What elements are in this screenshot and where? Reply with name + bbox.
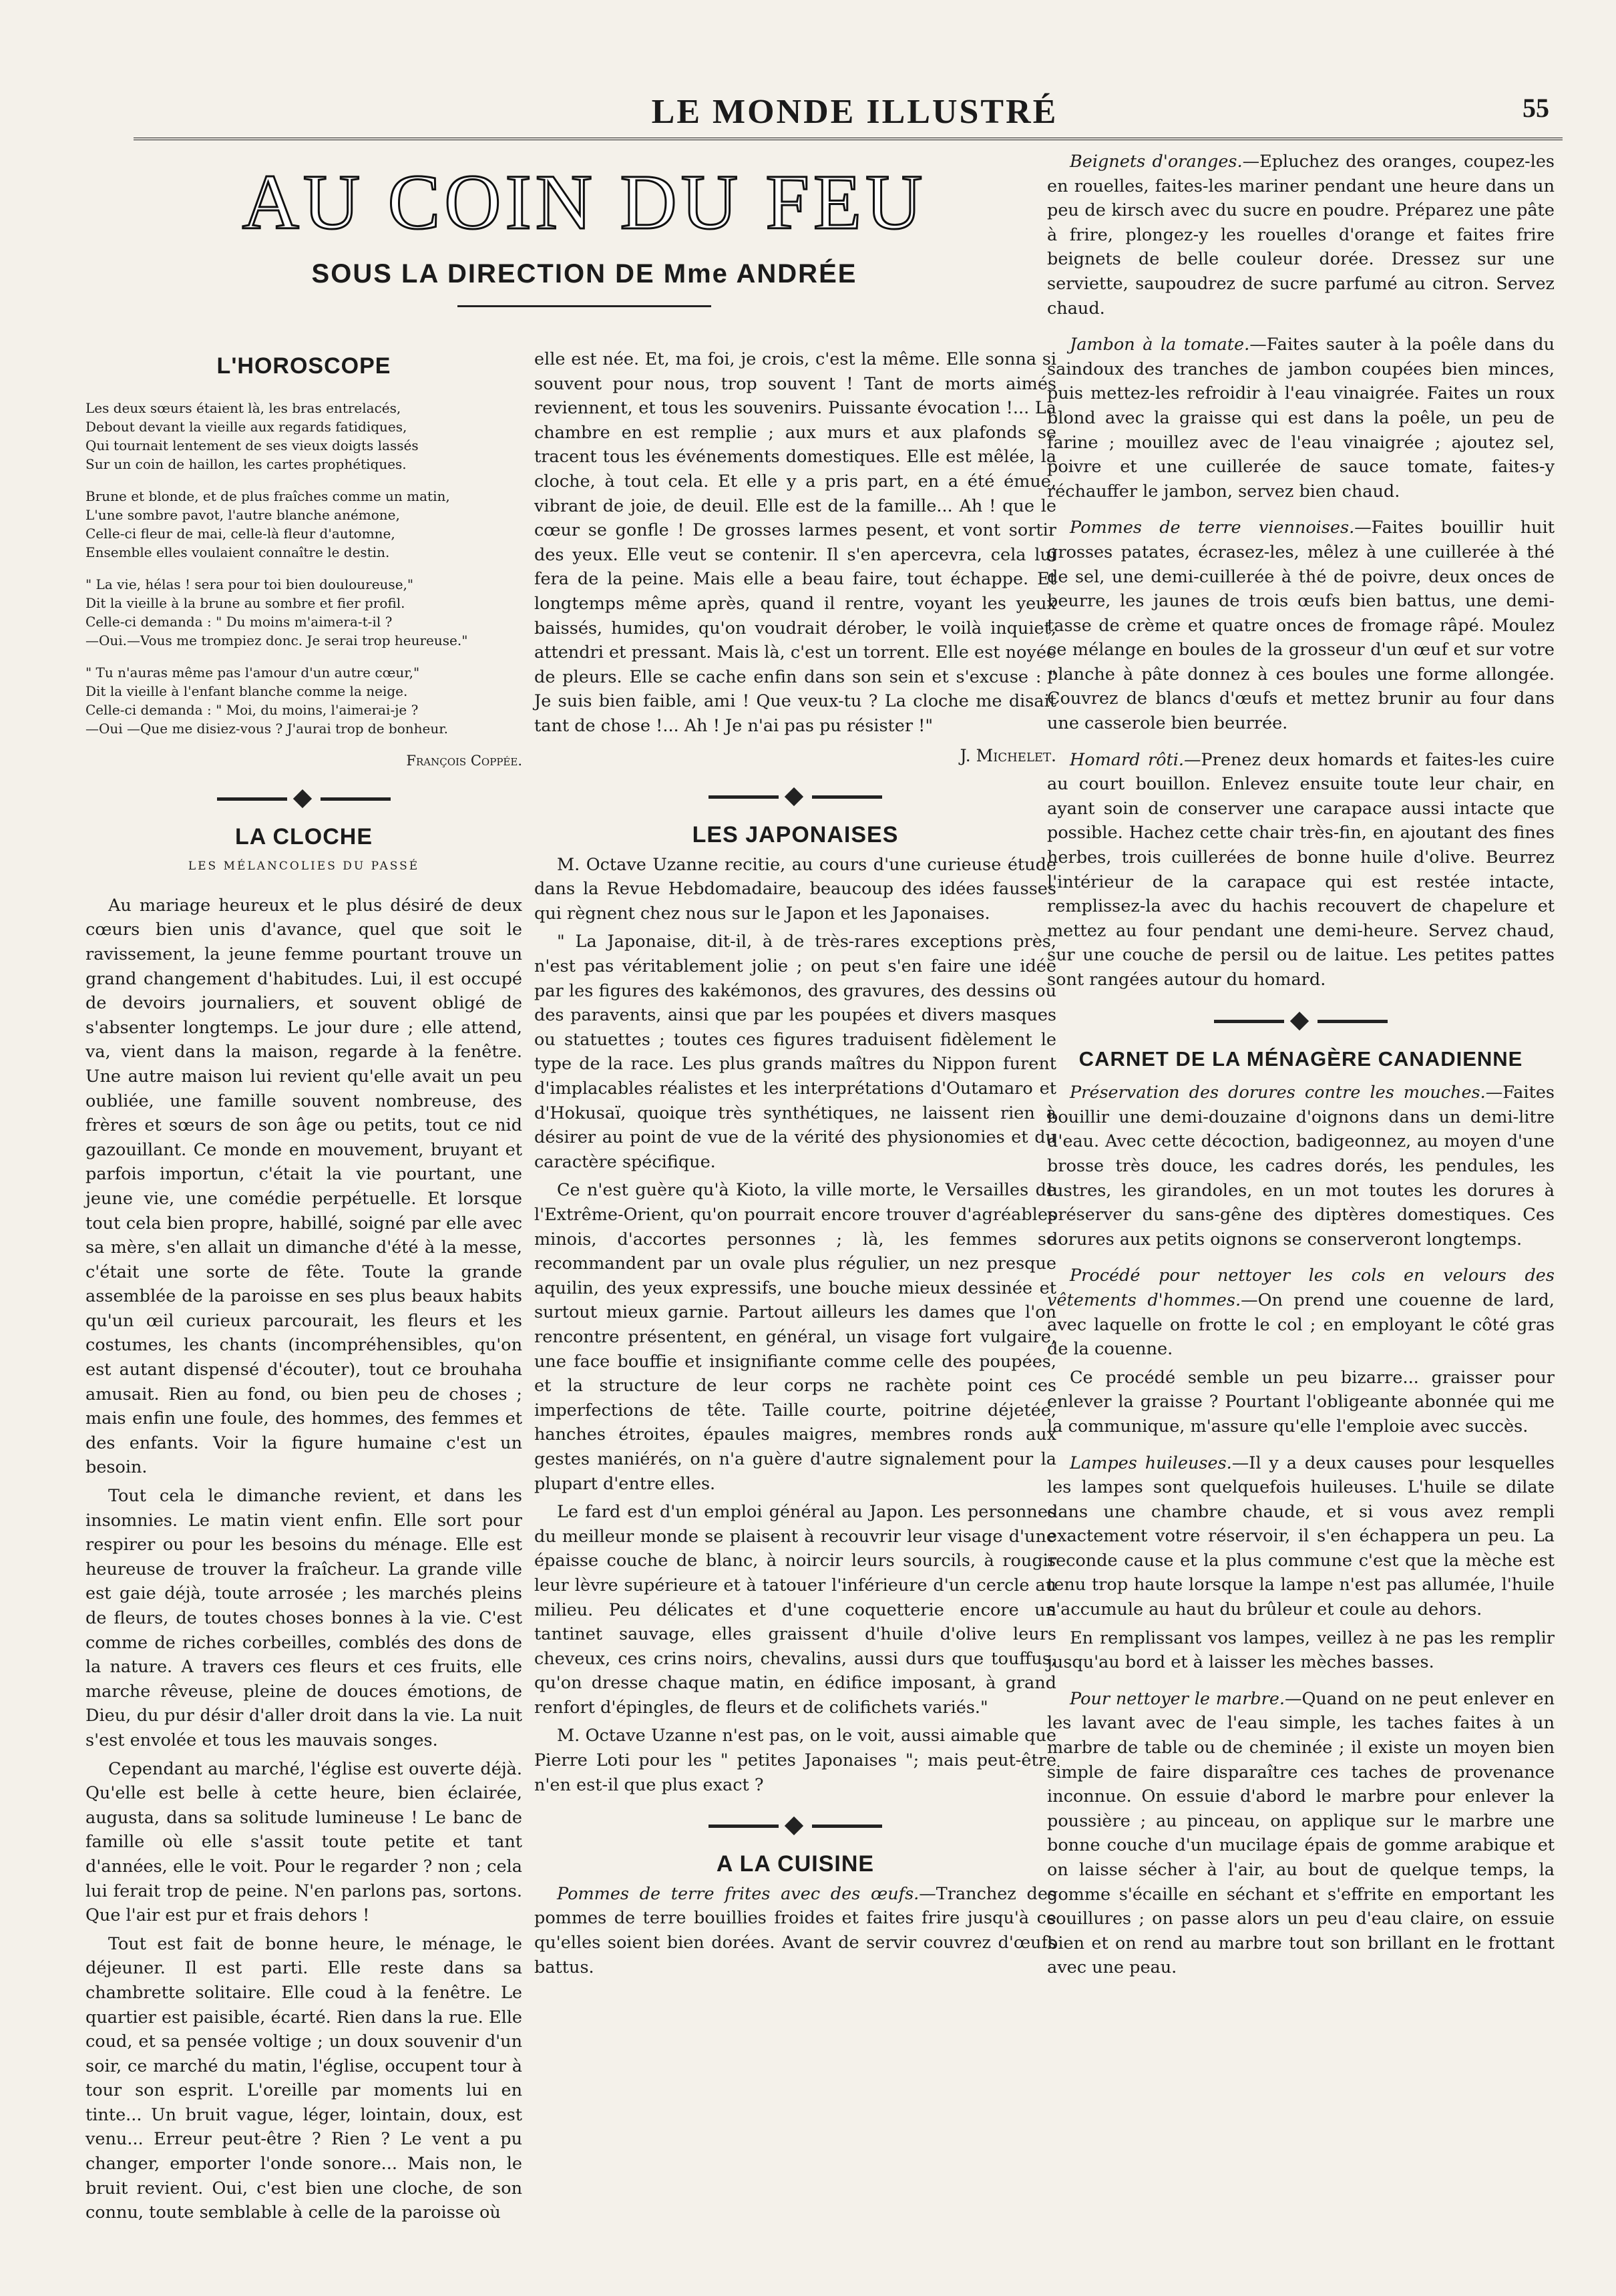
recipe-text: —Prenez deux homards et faites-les cuire au court bouillon. Enlevez ensuite toute leur chair, en ayant soin de conserver une carapace aussi intacte que possible. Hachez cette chair très-fin, en ajoutant des fines herbes, trois cuillerées de bonne huile d'olive. Beurrez l'intérieur de la carapace qui est restée intacte, remplissez-la avec du hachis recouvert de chapelure et mettez au four pendant une demi-heure. Servez chaud, sur une couche de persil ou de laitue. Les petites pattes sont rangées autour du homard.: [1047, 749, 1555, 990]
article-paragraph: Tout cela le dimanche revient, et dans les insomnies. Le matin vient enfin. Elle sort pour respirer ou pour les besoins du ménage. Elle est heureuse de trouver la fraîcheur. La grande ville est gaie déjà, toute arrosée ; les marchés pleins de fleurs, de toutes choses bonnes à la vie. C'est comme de riches corbeilles, comblés des dons de la nature. A travers ces fleurs et ces fruits, elle marche rêveuse, pleine de douces émotions, de Dieu, du pur désir d'aller droit dans la vie. La nuit s'est envolée et tous les mauvais songes.: [85, 1486, 522, 1750]
poem-signature: François Coppée.: [406, 752, 522, 769]
cloche-heading: LA CLOCHE: [234, 823, 373, 849]
carnet-heading: CARNET DE LA MÉNAGÈRE CANADIENNE: [1078, 1046, 1523, 1071]
masthead-title: LE MONDE ILLUSTRÉ: [651, 93, 1058, 131]
recipe-item: [1047, 150, 1555, 321]
article-paragraph: Le fard est d'un emploi général au Japon. Les personnes du meilleur monde se plaisent à recouvrir leur visage d'une épaisse couche de blanc, à noircir leurs sourcils, à rougir leur lèvre supérieure et à tatouer l'inférieure d'un cercle au milieu. Peu délicates et d'une coquetterie encore un tantinet sauvage, elles graissent d'huile d'olive leurs cheveux, ces crins noirs, chevalins, aussi durs que touffus, qu'on dresse chaque matin, en édifice imposant, à grand renfort d'épingles, de fleurs et de colifichets variés.": [534, 1502, 1056, 1718]
recipe-name: Jambon à la tomate.: [1070, 335, 1250, 355]
ornament-divider: [709, 787, 882, 807]
article-signature: J. Michelet.: [960, 745, 1056, 765]
tip-item: [1047, 1366, 1555, 1439]
recipe-text: —Epluchez des oranges, coupez-les en rouelles, faites-les mariner pendant une heure dans un peu de kirsch avec du sucre en poudre. Préparez une pâte à frire, plongez-y les rouelles d'orange et faites frire beignets de belle couleur dorée. Dressez sur une serviette, saupoudrez de sucre parfumé au citron. Servez chaud.: [1047, 152, 1555, 319]
poem-line: —Oui.—Vous me trompiez donc. Je serai trop heureuse.": [85, 632, 468, 648]
tip-name: Procédé pour nettoyer les cols en velours des vêtements d'hommes.: [1047, 1266, 1555, 1310]
poem-line: Les deux sœurs étaient là, les bras entrelacés,: [85, 399, 401, 416]
poem-stanza: [85, 663, 522, 738]
poem-line: " Tu n'auras même pas l'amour d'un autre cœur,": [85, 664, 420, 681]
poem-stanza: [85, 399, 522, 473]
ornament-divider: [709, 1816, 882, 1836]
poem-line: " La vie, hélas ! sera pour toi bien douloureuse,": [85, 576, 414, 592]
article-paragraph: Au mariage heureux et le plus désiré de deux cœurs bien unis d'avance, quel que soit le ravissement, la jeune femme pourtant trouve un grand changement d'habitudes. Lui, il est occupé de devoirs journaliers, et souvent obligé de s'absenter longtemps. Le jour dure ; elle attend, va, vient dans la maison, regarde à la fenêtre. Une autre maison lui revient qu'elle avait un peu oubliée, une famille souvent nombreuse, des frères et sœurs de son âge ou petits, tout ce nid gazouillant. Ce monde en mouvement, bruyant et parfois importun, c'était la vie pourtant, une jeune vie, une comédie perpétuelle. Et lorsque tout cela bien propre, habillé, soigné par elle avec sa mère, s'en allait un dimanche d'été à la messe, c'était une sorte de fête. Toute la grande assemblée de la paroisse en ses plus beaux habits qu'un œil curieux parcourait, les fleurs et les costumes, les chants (incompréhensibles, qu'on est autant dispensé d'écouter), tout ce brouhaha amusait. Rien au fond, ou bien peu de choses ; mais enfin une foule, des hommes, des femmes et des enfants. Voir la figure humaine c'est un besoin.: [85, 895, 522, 1478]
poem-line: Celle-ci demanda : " Du moins m'aimera-t-il ?: [85, 613, 393, 630]
ornament-divider: [217, 789, 391, 809]
japonaises-heading: LES JAPONAISES: [692, 822, 899, 848]
article-paragraph: Tout est fait de bonne heure, le ménage, le déjeuner. Il est parti. Elle reste dans sa chambrette solitaire. Elle coud à la fenêtre. Le quartier est paisible, écarté. Rien dans la rue. Elle coud, et sa pensée voltige ; un doux souvenir d'un soir, ce marché du matin, l'église, occupent tour à tour son esprit. L'oreille par moments lui en tinte... Un bruit vague, léger, lointain, doux, est venu... Erreur peut-être ? Rien ? Le vent a pu changer, emporter l'onde sonore... Mais non, le bruit revient. Oui, c'est bien une cloche, de son connu, toute semblable à celle de la paroisse où: [85, 1933, 522, 2223]
poem-line: Qui tournait lentement de ses vieux doigts lassés: [85, 437, 419, 453]
cloche-subheading: LES MÉLANCOLIES DU PASSÉ: [188, 859, 420, 874]
poem-line: Sur un coin de haillon, les cartes prophétiques.: [85, 455, 407, 472]
tip-name: Lampes huileuses.: [1070, 1453, 1232, 1473]
tip-item: [1047, 1687, 1555, 1980]
column-2: [534, 347, 1056, 1983]
recipe-name: Pommes de terre viennoises.: [1070, 518, 1355, 538]
article-paragraph: M. Octave Uzanne n'est pas, on le voit, aussi aimable que Pierre Loti pour les " petites Japonaises "; mais peut-être n'en est-il que plus exact ?: [534, 1726, 1056, 1795]
recipe-text: —Faites bouillir huit grosses patates, écrasez-les, mêlez à une cuillerée à thé de sel, une demi-cuillerée à thé de poivre, deux onces de beurre, les jaunes de trois œufs bien battus, une demi-tasse de crème et quatre onces de fromage râpé. Moulez ce mélange en boules de la grosseur d'un œuf et sur votre planche à pâte donnez à ces boules une forme allongée. Couvrez de blancs d'œufs et mettez brunir au four dans une casserole bien beurrée.: [1047, 518, 1555, 734]
recipe-name: Beignets d'oranges.: [1070, 152, 1243, 172]
poem-line: Debout devant la vieille aux regards fatidiques,: [85, 418, 407, 435]
ornament-divider: [1214, 1011, 1388, 1031]
recipe-text: —Faites sauter à la poêle dans du saindoux des tranches de jambon coupées bien minces, puis mettez-les refroidir à l'eau vinaigrée. Faites un roux blond avec la graisse qui est dans la poêle, un peu de farine ; mouillez avec de l'eau vinaigrée ; ajoutez sel, poivre et une cuillerée de sauce tomate, faites-y réchauffer le jambon, servez bien chaud.: [1047, 335, 1555, 502]
poem-stanza: [85, 487, 522, 562]
article-continuation: elle est née. Et, ma foi, je crois, c'est la même. Elle sonna si souvent pour nous, trop souvent ! Tant de morts aimés reviennent, et tous les souvenirs. Puissante évocation !... La chambre en est remplie ; aux murs et aux plafonds se tracent tous les événements domestiques. Elle est mêlée, la cloche, à tout cela. Et elle y a pris part, en a été émue, vibrant de joie, de deuil. Elle est de la famille... Ah ! que le cœur se gonfle ! De grosses larmes pesent, et vont sortir des yeux. Elle veut se contenir. Il s'en apercevra, cela lui fera de la peine. Mais elle a beau faire, tout échappe. Et longtemps même après, quand il rentre, voyant les yeux baissés, humides, qu'on voudrait dérober, le voilà inquiet, attendri et pressant. Mais là, c'est un torrent. Elle est noyée de pleurs. Elle se cache enfin dans son sein et s'excuse : " Je suis bien faible, ami ! Que veux-tu ? La cloche me disait tant de chose !... Ah ! Je n'ai pas pu résister !": [534, 349, 1056, 736]
poem-line: Celle-ci demanda : " Moi, du moins, l'aimerai-je ?: [85, 701, 419, 718]
poem-line: L'une sombre pavot, l'autre blanche anémone,: [85, 506, 400, 523]
poem-line: Celle-ci fleur de mai, celle-là fleur d'automne,: [85, 525, 395, 542]
cuisine-heading: A LA CUISINE: [716, 1851, 875, 1877]
recipe-item: [1047, 516, 1555, 735]
recipe-item: [1047, 333, 1555, 504]
article-paragraph: Ce n'est guère qu'à Kioto, la ville morte, le Versailles de l'Extrême-Orient, qu'on pourrait encore trouver d'agréables minois, d'accortes personnes ; là, les femmes se recommandent par un ovale plus régulier, un nez presque aquilin, des yeux expressifs, une bouche mieux dessinée et surtout mieux garnie. Partout ailleurs les dames que l'on rencontre présentent, en général, un visage fort vulgaire, une face bouffie et insignifiante comme celle des poupées, et la structure de leur corps ne rachète point ces imperfections de tête. Taille courte, poitrine déjetée, hanches étroites, épaules maigres, membres ronds aux gestes maniérés, on n'a guère d'autre signalement pour la plupart d'entre elles.: [534, 1180, 1056, 1494]
poem-line: —Oui —Que me disiez-vous ? J'aurai trop de bonheur.: [85, 720, 448, 737]
poem-line: Dit la vieille à la brune au sombre et fier profil.: [85, 594, 405, 611]
article-paragraph: Cependant au marché, l'église est ouverte déjà. Qu'elle est belle à cette heure, bien éclairée, augusta, dans sa solitude lumineuse ! Le banc de famille où elle s'assit toute petite et tant d'années, elle le voit. Pour le regarder ? non ; cela lui ferait trop de peine. N'en parlons pas, sortons. Que l'air est pur et frais dehors !: [85, 1758, 522, 1926]
poem-line: Brune et blonde, et de plus fraîches comme un matin,: [85, 488, 450, 504]
recipe-name: Homard rôti.: [1070, 749, 1185, 770]
tip-name: Préservation des dorures contre les mouches.: [1070, 1083, 1486, 1103]
recipe-item: [1047, 748, 1555, 992]
page-number: 55: [1523, 93, 1549, 123]
horoscope-heading: L'HOROSCOPE: [216, 353, 391, 379]
tip-text: —Faites bouillir une demi-douzaine d'oignons dans un demi-litre d'eau. Avec cette décoction, badigeonnez, au moyen d'une brosse très douce, les cadres dorés, les pendules, les lustres, les girandoles, en un mot toutes les dorures à préserver du sans-gêne des diptères domestiques. Ces dorures aux petits oignons se conserveront longtemps.: [1047, 1083, 1555, 1250]
poem-line: Dit la vieille à l'enfant blanche comme la neige.: [85, 683, 408, 699]
tip-name: Pour nettoyer le marbre.: [1070, 1688, 1285, 1709]
tip-text: Ce procédé semble un peu bizarre... graisser pour enlever la graisse ? Pourtant l'obligeante abonnée qui me la communique, m'assure qu'elle l'emploie avec succès.: [1047, 1367, 1555, 1437]
recipe-name: Pommes de terre frites avec des œufs.: [557, 1883, 920, 1904]
tip-item: [1047, 1081, 1555, 1252]
poem-line: Ensemble elles voulaient connaître le destin.: [85, 544, 390, 560]
section-title: AU COIN DU FEU: [242, 158, 927, 246]
masthead-rule: [134, 138, 1563, 140]
tip-text: —On prend une couenne de lard, avec laquelle on frotte le col ; en employant le côté gras de la couenne.: [1047, 1290, 1555, 1360]
tip-text: —Quand on ne peut enlever en les lavant avec de l'eau simple, les taches faites à un marbre de table ou de cheminée ; il existe un moyen bien simple de faire disparaître ces taches de provenance inconnue. On essuie d'abord le marbre pour enlever la poussière ; au pinceau, on applique sur le marbre une bonne couche d'un mucilage épais de gomme arabique et on laisse sécher à l'air, au bout de quelque temps, la gomme s'écaille en séchant et s'effrite en emportant les souillures ; on passe alors un peu d'eau claire, on essuie bien et on rend au marbre tout son brillant en le frottant avec une peau.: [1047, 1688, 1555, 1978]
tip-text: —Il y a deux causes pour lesquelles les lampes sont quelquefois huileuses. L'huile se dilate dans une chambre chaude, et si vous avez rempli exactement votre réservoir, il s'en échappera un peu. La seconde cause et la plus commune c'est que la mèche est tenu trop haute lorsque la lampe n'est pas allumée, l'huile s'accumule au haut du brûleur et coule au dehors.: [1047, 1453, 1555, 1620]
tip-item: [1047, 1264, 1555, 1361]
section-subtitle: SOUS LA DIRECTION DE Mme ANDRÉE: [311, 259, 857, 289]
article-paragraph: M. Octave Uzanne recitie, au cours d'une curieuse étude dans la Revue Hebdomadaire, beaucoup des idées fausses qui règnent chez nous sur le Japon et les Japonaises.: [534, 854, 1056, 924]
tip-text: En remplissant vos lampes, veillez à ne pas les remplir jusqu'au bord et à laisser les mèches basses.: [1047, 1628, 1555, 1673]
tip-item: [1047, 1451, 1555, 1622]
article-paragraph: " La Japonaise, dit-il, à de très-rares exceptions près, n'est pas véritablement jolie ; on peut s'en faire une idée par les figures des kakémonos, des gravures, des dessins ou des paravents, ainsi que par les poupées et divers masques ou statuettes ; toutes ces figures traduisent fidèlement le type de la race. Les plus grands maîtres du Nippon furent d'implacables réalistes et les interprétations d'Outamaro et d'Hokusaï, quoique très synthétiques, ne laissent rien à désirer au point de vue de la vérité des physionomies et du caractère spécifique.: [534, 932, 1056, 1172]
horoscope-poem: [85, 399, 522, 770]
recipe-item: [534, 1882, 1056, 1979]
poem-stanza: [85, 575, 522, 650]
tip-item: [1047, 1626, 1555, 1675]
column-1: [85, 160, 522, 2229]
masthead: [140, 92, 1563, 139]
column-3: [1047, 150, 1555, 1984]
recipe-text: —Tranchez des pommes de terre bouillies froides et faites frire jusqu'à ce qu'elles soient bien dorées. Avant de servir couvrez d'œufs battus.: [534, 1883, 1056, 1977]
